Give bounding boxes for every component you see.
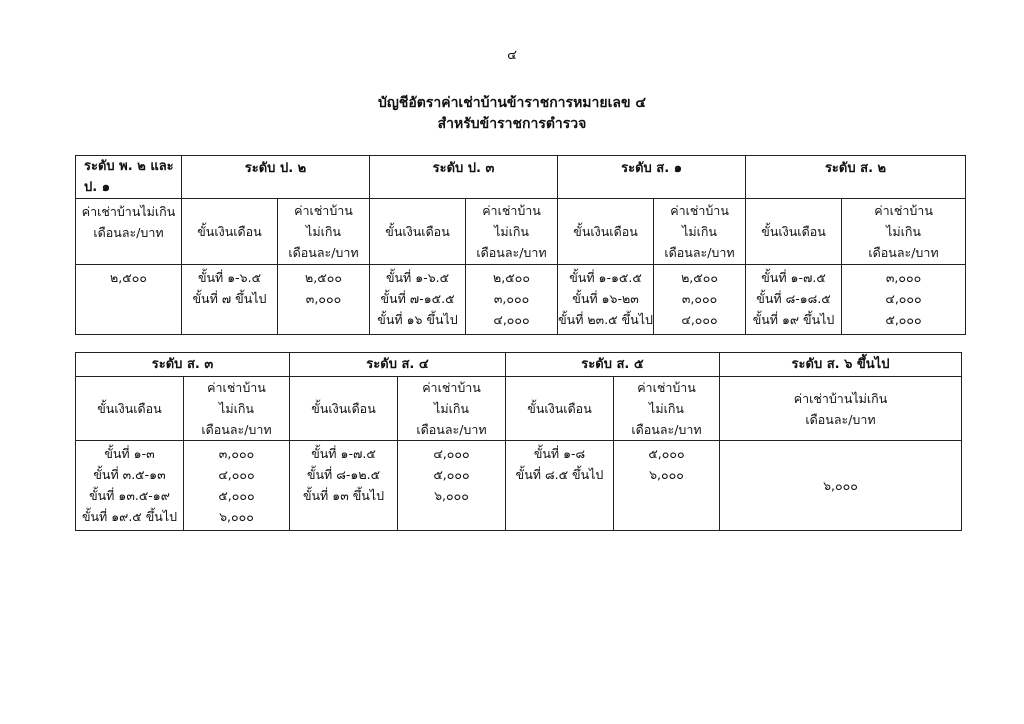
col-header-rent: ค่าเช่าบ้าน ไม่เกิน เดือนละ/บาท (278, 199, 370, 265)
level-header-p2: ระดับ ป. ๒ (182, 156, 370, 199)
col-header-rent: ค่าเช่าบ้าน ไม่เกิน เดือนละ/บาท (842, 199, 966, 265)
level-header-s3: ระดับ ส. ๓ (76, 353, 290, 377)
rent-amount-cell: ๒,๕๐๐ ๓,๐๐๐ ๔,๐๐๐ (654, 265, 746, 335)
col-header-step: ขั้นเงินเดือน (290, 377, 398, 441)
col-header-step: ขั้นเงินเดือน (370, 199, 466, 265)
col-header-step: ขั้นเงินเดือน (746, 199, 842, 265)
rent-amount-cell: ๓,๐๐๐ ๔,๐๐๐ ๕,๐๐๐ ๖,๐๐๐ (184, 441, 290, 531)
level-header-p3: ระดับ ป. ๓ (370, 156, 558, 199)
col-header-step: ขั้นเงินเดือน (506, 377, 614, 441)
step-cell: ขั้นที่ ๑-๑๕.๕ ขั้นที่ ๑๖-๒๓ ขั้นที่ ๒๓.๕ ขึ้นไป (558, 265, 654, 335)
level-header-s1: ระดับ ส. ๑ (558, 156, 746, 199)
level-header-s5: ระดับ ส. ๕ (506, 353, 720, 377)
col-header-rent: ค่าเช่าบ้าน ไม่เกิน เดือนละ/บาท (398, 377, 506, 441)
col-header-rent-max: ค่าเช่าบ้านไม่เกิน เดือนละ/บาท (76, 199, 182, 265)
col-header-rent-max: ค่าเช่าบ้านไม่เกิน เดือนละ/บาท (720, 377, 962, 441)
rent-amount-cell: ๓,๐๐๐ ๔,๐๐๐ ๕,๐๐๐ (842, 265, 966, 335)
level-header-p2-p1: ระดับ พ. ๒ และ ป. ๑ (76, 156, 182, 199)
rent-table-1 (75, 155, 966, 335)
col-header-rent: ค่าเช่าบ้าน ไม่เกิน เดือนละ/บาท (614, 377, 720, 441)
level-header-s2: ระดับ ส. ๒ (746, 156, 966, 199)
step-cell: ขั้นที่ ๑-๖.๕ ขั้นที่ ๗-๑๕.๕ ขั้นที่ ๑๖ ขึ้นไป (370, 265, 466, 335)
rent-amount-cell: ๒,๕๐๐ (76, 265, 182, 335)
col-header-rent: ค่าเช่าบ้าน ไม่เกิน เดือนละ/บาท (466, 199, 558, 265)
document-subtitle: สำหรับข้าราชการตำรวจ (437, 116, 587, 132)
col-header-step: ขั้นเงินเดือน (182, 199, 278, 265)
col-header-rent: ค่าเช่าบ้าน ไม่เกิน เดือนละ/บาท (654, 199, 746, 265)
col-header-step: ขั้นเงินเดือน (76, 377, 184, 441)
step-cell: ขั้นที่ ๑-๓ ขั้นที่ ๓.๕-๑๓ ขั้นที่ ๑๓.๕-๑๙ ขั้นที่ ๑๙.๕ ขึ้นไป (76, 441, 184, 531)
step-cell: ขั้นที่ ๑-๗.๕ ขั้นที่ ๘-๑๘.๕ ขั้นที่ ๑๙ ขึ้นไป (746, 265, 842, 335)
step-cell: ขั้นที่ ๑-๖.๕ ขั้นที่ ๗ ขึ้นไป (182, 265, 278, 335)
rent-amount-cell: ๖,๐๐๐ (720, 441, 962, 531)
page-number: ๔ (507, 48, 517, 63)
document-title: บัญชีอัตราค่าเช่าบ้านข้าราชการหมายเลข ๔ (378, 95, 646, 111)
rent-table-2 (75, 352, 962, 531)
rent-amount-cell: ๒,๕๐๐ ๓,๐๐๐ (278, 265, 370, 335)
level-header-s4: ระดับ ส. ๔ (290, 353, 506, 377)
col-header-step: ขั้นเงินเดือน (558, 199, 654, 265)
rent-amount-cell: ๔,๐๐๐ ๕,๐๐๐ ๖,๐๐๐ (398, 441, 506, 531)
rent-amount-cell: ๒,๕๐๐ ๓,๐๐๐ ๔,๐๐๐ (466, 265, 558, 335)
rent-amount-cell: ๕,๐๐๐ ๖,๐๐๐ (614, 441, 720, 531)
level-header-s6: ระดับ ส. ๖ ขึ้นไป (720, 353, 962, 377)
col-header-rent: ค่าเช่าบ้าน ไม่เกิน เดือนละ/บาท (184, 377, 290, 441)
step-cell: ขั้นที่ ๑-๘ ขั้นที่ ๘.๕ ขึ้นไป (506, 441, 614, 531)
step-cell: ขั้นที่ ๑-๗.๕ ขั้นที่ ๘-๑๒.๕ ขั้นที่ ๑๓ ขึ้นไป (290, 441, 398, 531)
